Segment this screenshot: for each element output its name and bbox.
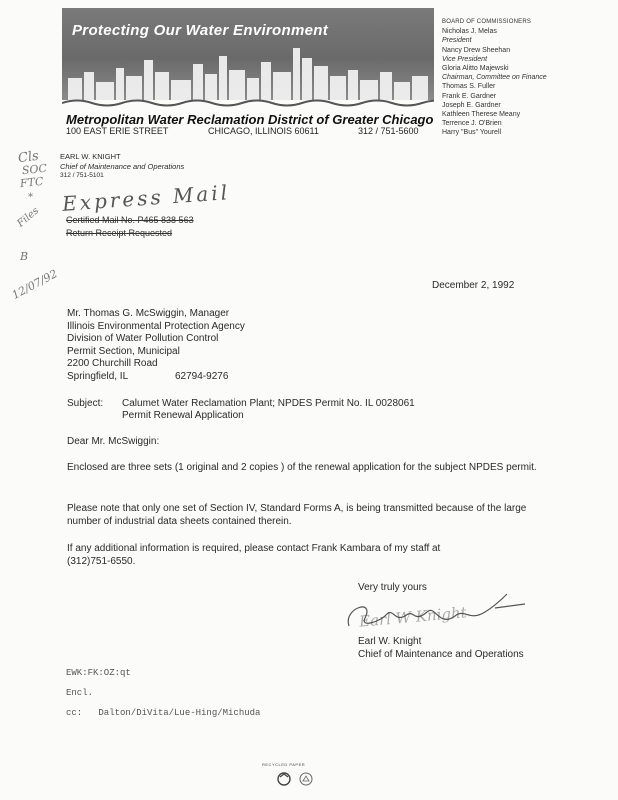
board-member: Gloria Alitto Majewski	[442, 65, 509, 73]
closing: Very truly yours	[358, 582, 427, 593]
recipient-city: Springfield, IL	[67, 370, 129, 382]
return-receipt-line: Return Receipt Requested	[66, 228, 173, 238]
margin-note: Files	[15, 205, 42, 230]
board-member-role: Vice President	[442, 55, 488, 63]
margin-note-date: 12/07/92	[9, 267, 60, 302]
subject-block	[67, 398, 415, 423]
board-member: Thomas S. Fuller	[442, 83, 496, 91]
sender-title: Chief of Maintenance and Operations	[60, 161, 185, 171]
letter-date: December 2, 1992	[432, 280, 515, 291]
recipient-line: 2200 Churchill Road	[67, 358, 158, 370]
signature	[335, 588, 535, 643]
sender-name: EARL W. KNIGHT	[60, 152, 121, 161]
signature-text: Earl W Knight	[358, 603, 468, 631]
recipient-line: Division of Water Pollution Control	[67, 333, 219, 345]
board-member: Joseph E. Gardner	[442, 101, 501, 109]
recycle-icon	[272, 770, 322, 790]
body-paragraph: Enclosed are three sets (1 original and 2 copies ) of the renewal application for the subject NPDES permit.	[67, 462, 537, 473]
recipient-address	[67, 308, 245, 384]
certified-mail-line: Certified Mail No. P465 838 563	[66, 215, 194, 225]
body-paragraph: Please note that only one set of Section IV, Standard Forms A, is being transmitted because of the large number of industrial data sheets contained therein.	[67, 503, 527, 527]
letterhead-phone: 312 / 751-5600	[358, 126, 419, 136]
board-header: BOARD OF COMMISSIONERS	[442, 19, 532, 25]
margin-note: B	[20, 250, 29, 263]
sender-block	[60, 152, 184, 181]
subject-label: Subject:	[67, 398, 104, 409]
banner-title: Protecting Our Water Environment	[72, 22, 329, 39]
recipient-line: Permit Section, Municipal	[67, 345, 180, 357]
recycled-paper-label: RECYCLED PAPER	[262, 762, 306, 767]
board-member-role: Chairman, Committee on Finance	[442, 74, 547, 82]
margin-note: Cls	[17, 148, 40, 167]
cc-line: cc: Dalton/DiVita/Lue-Hing/Michuda	[66, 708, 261, 718]
subject-line: Calumet Water Reclamation Plant; NPDES Permit No. IL 0028061	[122, 398, 415, 409]
signer-name: Earl W. Knight	[358, 636, 422, 647]
street-address: 100 EAST ERIE STREET	[66, 126, 169, 136]
skyline-graphic	[62, 42, 434, 100]
city-address: CHICAGO, ILLINOIS 60611	[208, 126, 319, 136]
signer-title: Chief of Maintenance and Operations	[358, 648, 524, 660]
wave-divider	[62, 98, 434, 108]
letterhead-banner	[62, 8, 434, 100]
signer-block	[358, 636, 524, 661]
body-paragraph: If any additional information is required, please contact Frank Kambara of my staff at (312)751-6550.	[67, 543, 441, 567]
board-member: Kathleen Therese Meany	[442, 111, 521, 119]
express-mail-handwritten: Express Mail	[61, 180, 231, 216]
salutation: Dear Mr. McSwiggin:	[67, 436, 160, 447]
board-of-commissioners	[442, 18, 612, 138]
recipient-line: Mr. Thomas G. McSwiggin, Manager	[67, 308, 230, 319]
organization-name: Metropolitan Water Reclamation District of Greater Chicago	[66, 112, 434, 127]
sender-phone: 312 / 751-5101	[60, 172, 104, 179]
margin-note: SOC	[21, 161, 48, 178]
margin-note: *	[28, 192, 33, 203]
board-member: Terrence J. O'Brien	[442, 120, 502, 128]
board-member: Frank E. Gardner	[442, 92, 497, 100]
recipient-line: Illinois Environmental Protection Agency	[67, 320, 245, 332]
margin-note: FTC	[19, 174, 45, 191]
enclosure-note: Encl.	[66, 688, 94, 698]
reference-initials: EWK:FK:OZ:qt	[66, 668, 131, 678]
board-member: Nicholas J. Melas	[442, 28, 497, 36]
board-member: Harry "Bus" Yourell	[442, 129, 502, 137]
subject-line: Permit Renewal Application	[122, 410, 244, 422]
board-member: Nancy Drew Sheehan	[442, 46, 511, 54]
board-member-role: President	[442, 37, 472, 45]
recipient-zip: 62794-9276	[175, 370, 229, 382]
